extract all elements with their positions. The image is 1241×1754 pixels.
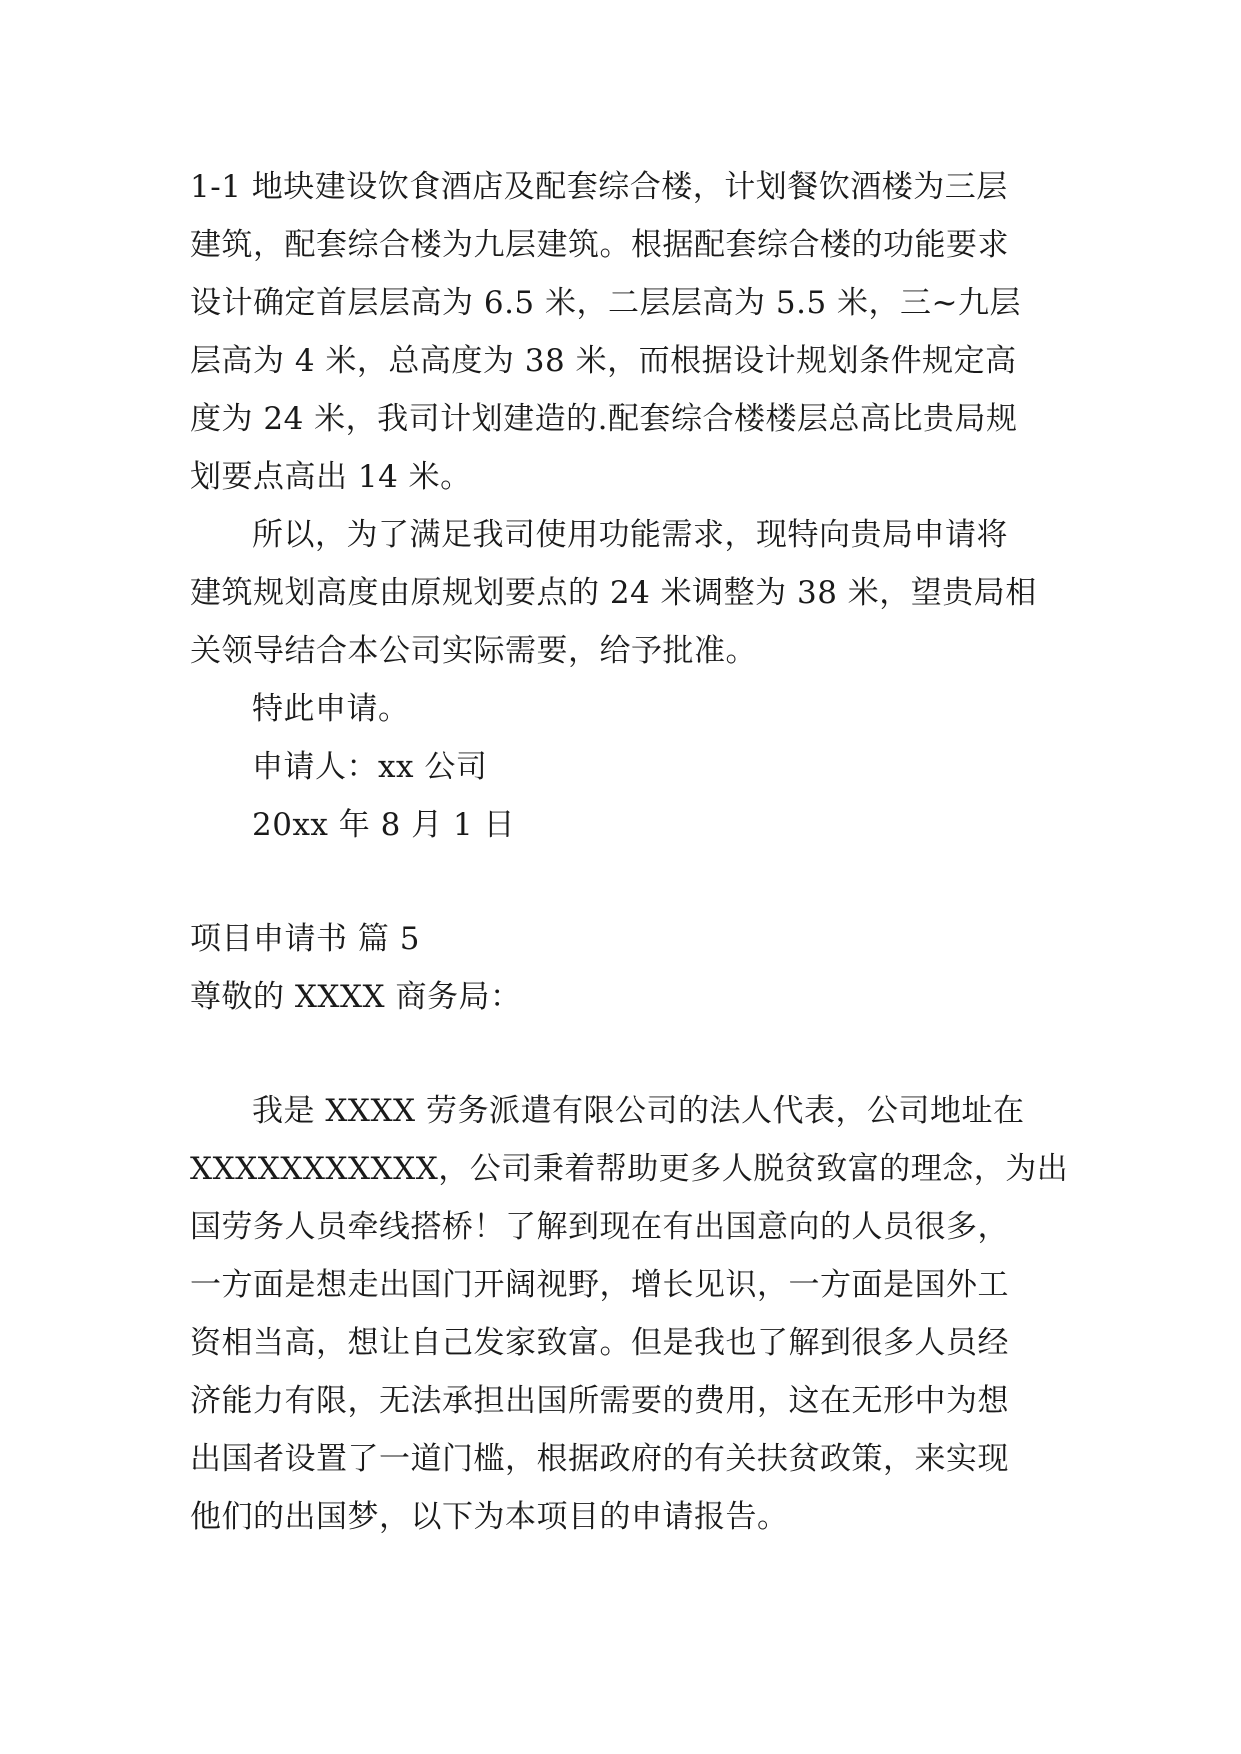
section-spacer xyxy=(190,854,1052,910)
text-line: 设计确定首层层高为 6.5 米，二层层高为 5.5 米，三~九层 xyxy=(190,285,1021,321)
document-page xyxy=(190,158,1069,1546)
closing-block xyxy=(190,680,1052,854)
text-line: 划要点高出 14 米。 xyxy=(190,459,472,495)
date-line: 20xx 年 8 月 1 日 xyxy=(252,807,516,843)
text-line: 资相当高，想让自己发家致富。但是我也了解到很多人员经 xyxy=(190,1325,1009,1361)
salutation-spacer xyxy=(190,1026,1052,1082)
applicant-line: 申请人：xx 公司 xyxy=(252,749,488,785)
text-line: 1-1 地块建设饮食酒店及配套综合楼，计划餐饮酒楼为三层 xyxy=(190,169,1008,205)
text-line: 所以，为了满足我司使用功能需求，现特向贵局申请将 xyxy=(252,517,1008,553)
text-line: 他们的出国梦，以下为本项目的申请报告。 xyxy=(190,1499,789,1535)
closing-request: 特此申请。 xyxy=(252,691,410,727)
text-line: 建筑，配套综合楼为九层建筑。根据配套综合楼的功能要求 xyxy=(190,227,1009,263)
text-line: XXXXXXXXXXX，公司秉着帮助更多人脱贫致富的理念，为出 xyxy=(190,1151,1069,1187)
text-line: 我是 XXXX 劳务派遣有限公司的法人代表，公司地址在 xyxy=(252,1093,1025,1129)
paragraph-project-intro xyxy=(190,1082,1069,1546)
paragraph-height-request xyxy=(190,158,1052,506)
text-line: 度为 24 米，我司计划建造的.配套综合楼楼层总高比贵局规 xyxy=(190,401,1018,437)
salutation: 尊敬的 XXXX 商务局： xyxy=(190,979,522,1015)
text-line: 层高为 4 米，总高度为 38 米，而根据设计规划条件规定高 xyxy=(190,343,1017,379)
section-title: 项目申请书 篇 5 xyxy=(190,921,420,957)
text-line: 出国者设置了一道门槛，根据政府的有关扶贫政策，来实现 xyxy=(190,1441,1009,1477)
text-line: 一方面是想走出国门开阔视野，增长见识，一方面是国外工 xyxy=(190,1267,1009,1303)
paragraph-request-adjustment xyxy=(190,506,1052,680)
text-line: 国劳务人员牵线搭桥！了解到现在有出国意向的人员很多， xyxy=(190,1209,1009,1245)
text-line: 济能力有限，无法承担出国所需要的费用，这在无形中为想 xyxy=(190,1383,1009,1419)
text-line: 建筑规划高度由原规划要点的 24 米调整为 38 米，望贵局相 xyxy=(190,575,1037,611)
text-line: 关领导结合本公司实际需要，给予批准。 xyxy=(190,633,757,669)
